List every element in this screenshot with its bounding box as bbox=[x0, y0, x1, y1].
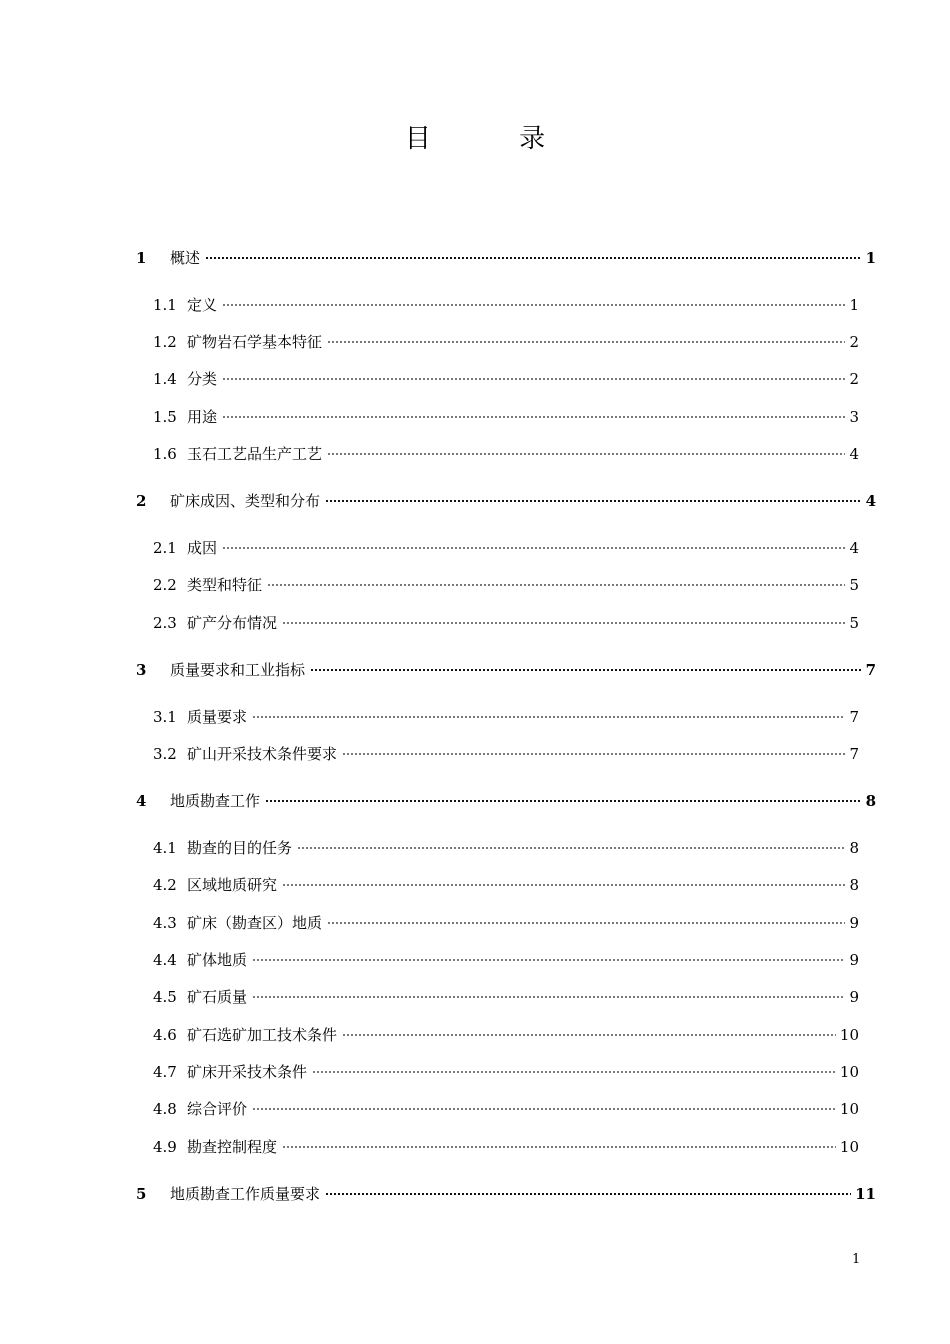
toc-entry-title: 区域地质研究 bbox=[187, 876, 278, 894]
toc-section-entry[interactable] bbox=[153, 574, 859, 595]
toc-leader-dots bbox=[327, 913, 845, 928]
toc-entry-page: 10 bbox=[839, 1063, 859, 1081]
toc-leader-dots bbox=[312, 1062, 836, 1077]
toc-entry-page: 10 bbox=[839, 1100, 859, 1118]
toc-section-entry[interactable] bbox=[153, 874, 859, 895]
toc-entry-page: 1 bbox=[865, 249, 876, 267]
toc-leader-dots bbox=[222, 369, 845, 384]
toc-entry-title: 矿石选矿加工技术条件 bbox=[187, 1026, 338, 1044]
toc-leader-dots bbox=[342, 1025, 836, 1040]
toc-entry-page: 2 bbox=[849, 333, 859, 351]
toc-entry-title: 质量要求 bbox=[187, 708, 248, 726]
toc-entry-page: 4 bbox=[849, 445, 859, 463]
toc-entry-page: 3 bbox=[849, 408, 859, 426]
toc-section-entry[interactable] bbox=[153, 706, 859, 727]
toc-entry-number: 4.2 bbox=[153, 876, 177, 894]
toc-entry-page: 4 bbox=[849, 539, 859, 557]
toc-leader-dots bbox=[222, 407, 845, 422]
toc-leader-dots bbox=[325, 1184, 851, 1199]
toc-leader-dots bbox=[325, 491, 862, 506]
toc-entry-title: 质量要求和工业指标 bbox=[170, 661, 306, 679]
toc-leader-dots bbox=[297, 838, 845, 853]
toc-entry-number: 5 bbox=[136, 1185, 147, 1203]
toc-section-entry[interactable] bbox=[153, 837, 859, 858]
toc-section-entry[interactable] bbox=[153, 294, 859, 315]
toc-entry-number: 2.1 bbox=[153, 539, 177, 557]
toc-leader-dots bbox=[310, 660, 862, 675]
toc-section-entry[interactable] bbox=[153, 368, 859, 389]
toc-entry-page: 7 bbox=[849, 745, 859, 763]
toc-chapter-entry[interactable] bbox=[136, 1183, 876, 1204]
toc-section-entry[interactable] bbox=[153, 406, 859, 427]
toc-entry-page: 2 bbox=[849, 370, 859, 388]
toc-entry-title: 勘查控制程度 bbox=[187, 1138, 278, 1156]
toc-entry-number: 4.3 bbox=[153, 914, 177, 932]
toc-entry-title: 勘查的目的任务 bbox=[187, 839, 293, 857]
page-title: 目 录 bbox=[404, 124, 586, 154]
toc-entry-page: 1 bbox=[849, 296, 859, 314]
toc-entry-number: 4.8 bbox=[153, 1100, 177, 1118]
toc-entry-title: 概述 bbox=[170, 249, 201, 267]
toc-leader-dots bbox=[282, 1137, 836, 1152]
toc-section-entry[interactable] bbox=[153, 443, 859, 464]
toc-entry-number: 1.2 bbox=[153, 333, 177, 351]
toc-leader-dots bbox=[222, 295, 845, 310]
toc-leader-dots bbox=[205, 248, 862, 263]
toc-entry-number: 4 bbox=[136, 792, 147, 810]
toc-leader-dots bbox=[327, 444, 845, 459]
toc-leader-dots bbox=[252, 987, 845, 1002]
toc-section-entry[interactable] bbox=[153, 1136, 859, 1157]
toc-entry-title: 矿物岩石学基本特征 bbox=[187, 333, 323, 351]
toc-section-entry[interactable] bbox=[153, 1024, 859, 1045]
toc-entry-number: 3 bbox=[136, 661, 147, 679]
toc-section-entry[interactable] bbox=[153, 1061, 859, 1082]
toc-entry-number: 1.1 bbox=[153, 296, 177, 314]
toc-entry-title: 成因 bbox=[187, 539, 218, 557]
toc-entry-title: 综合评价 bbox=[187, 1100, 248, 1118]
toc-chapter-entry[interactable] bbox=[136, 490, 876, 511]
toc-entry-number: 4.1 bbox=[153, 839, 177, 857]
toc-entry-title: 矿体地质 bbox=[187, 951, 248, 969]
toc-entry-number: 1.5 bbox=[153, 408, 177, 426]
toc-entry-title: 矿床成因、类型和分布 bbox=[170, 492, 321, 510]
toc-entry-page: 7 bbox=[849, 708, 859, 726]
toc-leader-dots bbox=[222, 538, 845, 553]
toc-entry-number: 4.4 bbox=[153, 951, 177, 969]
toc-entry-page: 8 bbox=[849, 876, 859, 894]
toc-entry-number: 4.6 bbox=[153, 1026, 177, 1044]
toc-chapter-entry[interactable] bbox=[136, 247, 876, 268]
toc-entry-title: 定义 bbox=[187, 296, 218, 314]
toc-leader-dots bbox=[327, 332, 845, 347]
toc-section-entry[interactable] bbox=[153, 743, 859, 764]
toc-entry-title: 矿产分布情况 bbox=[187, 614, 278, 632]
toc-entry-number: 4.9 bbox=[153, 1138, 177, 1156]
toc-entry-page: 7 bbox=[865, 661, 876, 679]
toc-leader-dots bbox=[342, 744, 845, 759]
toc-leader-dots bbox=[252, 1099, 836, 1114]
toc-section-entry[interactable] bbox=[153, 986, 859, 1007]
toc-entry-number: 1.6 bbox=[153, 445, 177, 463]
footer-page-number: 1 bbox=[852, 1252, 861, 1267]
toc-entry-title: 分类 bbox=[187, 370, 218, 388]
toc-entry-number: 3.2 bbox=[153, 745, 177, 763]
toc-chapter-entry[interactable] bbox=[136, 790, 876, 811]
toc-leader-dots bbox=[265, 791, 862, 806]
toc-entry-page: 5 bbox=[849, 614, 859, 632]
toc-entry-number: 2 bbox=[136, 492, 147, 510]
toc-section-entry[interactable] bbox=[153, 331, 859, 352]
toc-entry-title: 用途 bbox=[187, 408, 218, 426]
toc-section-entry[interactable] bbox=[153, 537, 859, 558]
toc-entry-number: 1.4 bbox=[153, 370, 177, 388]
toc-entry-title: 地质勘查工作质量要求 bbox=[170, 1185, 321, 1203]
toc-leader-dots bbox=[282, 875, 845, 890]
toc-entry-number: 2.2 bbox=[153, 576, 177, 594]
toc-leader-dots bbox=[282, 613, 845, 628]
toc-entry-page: 4 bbox=[865, 492, 876, 510]
toc-entry-number: 4.5 bbox=[153, 988, 177, 1006]
toc-entry-page: 9 bbox=[849, 951, 859, 969]
toc-section-entry[interactable] bbox=[153, 612, 859, 633]
toc-section-entry[interactable] bbox=[153, 1098, 859, 1119]
toc-entry-title: 矿床开采技术条件 bbox=[187, 1063, 308, 1081]
toc-entry-title: 地质勘查工作 bbox=[170, 792, 261, 810]
toc-entry-number: 2.3 bbox=[153, 614, 177, 632]
toc-entry-title: 矿床（勘查区）地质 bbox=[187, 914, 323, 932]
toc-entry-title: 类型和特征 bbox=[187, 576, 263, 594]
toc-entry-title: 矿山开采技术条件要求 bbox=[187, 745, 338, 763]
toc-leader-dots bbox=[252, 950, 845, 965]
toc-entry-page: 11 bbox=[855, 1185, 876, 1203]
toc-leader-dots bbox=[267, 575, 845, 590]
toc-entry-title: 矿石质量 bbox=[187, 988, 248, 1006]
toc-entry-number: 1 bbox=[136, 249, 147, 267]
toc-chapter-entry[interactable] bbox=[136, 659, 876, 680]
toc-entry-page: 8 bbox=[865, 792, 876, 810]
toc-entry-page: 5 bbox=[849, 576, 859, 594]
toc-entry-title: 玉石工艺品生产工艺 bbox=[187, 445, 323, 463]
toc-section-entry[interactable] bbox=[153, 912, 859, 933]
toc-entry-page: 8 bbox=[849, 839, 859, 857]
toc-entry-page: 10 bbox=[839, 1026, 859, 1044]
toc-entry-page: 10 bbox=[839, 1138, 859, 1156]
toc-entry-page: 9 bbox=[849, 988, 859, 1006]
toc-entry-number: 4.7 bbox=[153, 1063, 177, 1081]
toc-leader-dots bbox=[252, 707, 845, 722]
toc-section-entry[interactable] bbox=[153, 949, 859, 970]
toc-entry-number: 3.1 bbox=[153, 708, 177, 726]
toc-entry-page: 9 bbox=[849, 914, 859, 932]
